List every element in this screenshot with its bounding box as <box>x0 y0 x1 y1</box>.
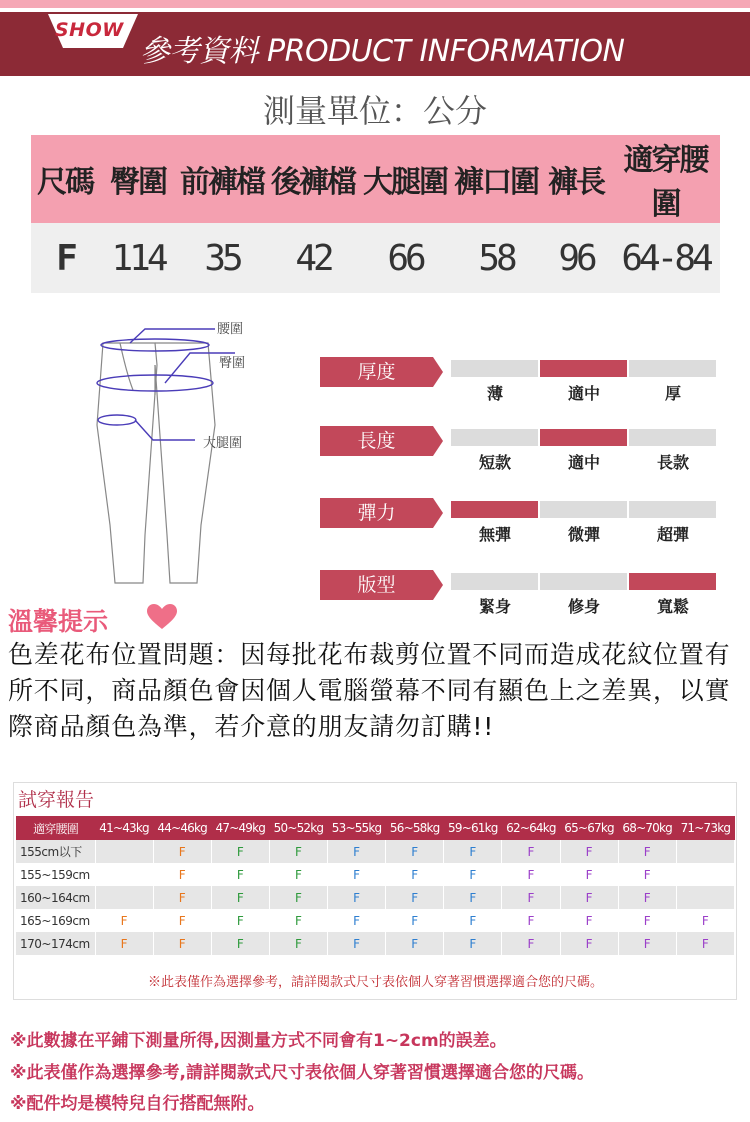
report-size-cell <box>95 886 153 909</box>
report-size-cell: F <box>95 932 153 955</box>
attribute-level-segment <box>451 573 538 590</box>
show-badge-text: SHOW <box>55 19 124 41</box>
top-accent-line <box>0 0 750 8</box>
report-row <box>16 840 735 863</box>
report-size-cell: F <box>386 840 444 863</box>
attribute-title: 彈力 <box>320 498 433 528</box>
report-size-cell: F <box>618 909 676 932</box>
report-size-cell: F <box>328 840 386 863</box>
report-table-header <box>16 816 735 840</box>
size-table <box>31 135 720 293</box>
attribute-option-label: 短款 <box>478 453 511 472</box>
attribute-option-label: 微彈 <box>567 525 600 544</box>
size-value-cell: F <box>31 223 99 293</box>
report-note: ※此表僅作為選擇參考，請詳閱款式尺寸表依個人穿著習慣選擇適合您的尺碼。 <box>147 975 603 990</box>
report-size-cell: F <box>444 863 502 886</box>
report-size-cell: F <box>444 886 502 909</box>
report-size-cell <box>95 840 153 863</box>
report-size-cell: F <box>211 863 269 886</box>
thigh-label: 大腿圍 <box>203 436 243 451</box>
size-header-cell: 後褲檔 <box>267 135 359 223</box>
report-weight-header: 56~58kg <box>386 816 444 840</box>
page-title: 參考資料 PRODUCT INFORMATION <box>140 34 625 69</box>
size-value-cell: 114 <box>99 223 177 293</box>
report-corner-header: 適穿腰圍 <box>16 816 95 840</box>
report-size-cell: F <box>502 886 560 909</box>
attribute-option-label: 薄 <box>486 384 503 403</box>
report-weight-header: 50~52kg <box>269 816 327 840</box>
size-value-cell: 64-84 <box>611 223 720 293</box>
attribute-level-segment <box>540 429 627 446</box>
attribute-level-segment <box>540 360 627 377</box>
attribute-level-segment <box>540 573 627 590</box>
attribute-arrow-icon <box>433 426 443 456</box>
size-value-cell: 96 <box>541 223 611 293</box>
report-size-cell: F <box>153 863 211 886</box>
attribute-option-label: 厚 <box>664 384 681 403</box>
report-size-cell: F <box>560 932 618 955</box>
report-size-cell: F <box>211 840 269 863</box>
report-size-cell: F <box>269 863 327 886</box>
report-weight-header: 44~46kg <box>153 816 211 840</box>
size-value-cell: 66 <box>359 223 451 293</box>
report-size-cell: F <box>153 932 211 955</box>
attribute-option-label: 寬鬆 <box>656 597 689 616</box>
report-size-cell <box>676 886 734 909</box>
attribute-option-label: 長款 <box>656 453 689 472</box>
report-size-cell: F <box>386 909 444 932</box>
size-header-cell: 褲長 <box>541 135 611 223</box>
report-height-label: 160~164cm <box>16 886 95 909</box>
attribute-option-label: 無彈 <box>478 525 511 544</box>
report-size-cell: F <box>618 840 676 863</box>
size-header-cell: 前褲檔 <box>177 135 267 223</box>
report-size-cell: F <box>444 840 502 863</box>
report-row <box>16 886 735 909</box>
report-weight-header: 53~55kg <box>328 816 386 840</box>
report-size-cell <box>676 863 734 886</box>
report-size-cell <box>676 840 734 863</box>
report-size-cell: F <box>560 909 618 932</box>
report-size-cell: F <box>386 932 444 955</box>
report-weight-header: 62~64kg <box>502 816 560 840</box>
attribute-option-label: 適中 <box>567 384 600 403</box>
report-size-cell: F <box>328 909 386 932</box>
report-size-cell: F <box>618 932 676 955</box>
size-header-cell: 大腿圍 <box>359 135 451 223</box>
attribute-option-label: 適中 <box>567 453 600 472</box>
report-size-cell: F <box>269 886 327 909</box>
report-size-cell: F <box>153 886 211 909</box>
report-size-cell: F <box>211 909 269 932</box>
attribute-level-segment <box>540 501 627 518</box>
attribute-level-segment <box>451 360 538 377</box>
size-header-cell: 尺碼 <box>31 135 99 223</box>
report-size-cell: F <box>328 863 386 886</box>
size-value-cell: 35 <box>177 223 267 293</box>
waist-label: 腰圍 <box>217 322 244 337</box>
hip-label: 臀圍 <box>219 356 246 371</box>
report-size-cell: F <box>444 932 502 955</box>
report-size-cell: F <box>386 863 444 886</box>
measurement-unit: 測量單位：公分 <box>262 92 487 130</box>
attribute-option-label: 超彈 <box>656 525 689 544</box>
report-size-cell: F <box>560 840 618 863</box>
report-title: 試穿報告 <box>18 789 95 811</box>
footer-note-2: ※此表僅作為選擇參考,請詳閱款式尺寸表依個人穿著習慣選擇適合您的尺碼。 <box>10 1063 594 1083</box>
report-size-cell <box>95 863 153 886</box>
report-weight-header: 71~73kg <box>676 816 734 840</box>
report-size-cell: F <box>269 909 327 932</box>
report-size-cell: F <box>676 932 734 955</box>
size-table-header <box>31 135 720 223</box>
report-size-cell: F <box>211 886 269 909</box>
report-size-cell: F <box>676 909 734 932</box>
report-size-cell: F <box>560 863 618 886</box>
report-size-cell: F <box>153 909 211 932</box>
attribute-option-label: 修身 <box>567 597 600 616</box>
report-weight-header: 41~43kg <box>95 816 153 840</box>
attribute-arrow-icon <box>433 570 443 600</box>
report-size-cell: F <box>618 863 676 886</box>
attribute-level-segment <box>629 360 716 377</box>
footer-note-1: ※此數據在平鋪下測量所得,因測量方式不同會有1~2cm的誤差。 <box>10 1031 507 1051</box>
attribute-level-segment <box>629 429 716 446</box>
report-size-cell: F <box>502 909 560 932</box>
heart-icon <box>147 604 177 630</box>
size-table-row <box>31 223 720 293</box>
attribute-title: 厚度 <box>320 357 433 387</box>
report-row <box>16 909 735 932</box>
size-header-cell: 適穿腰圍 <box>611 135 720 223</box>
report-height-label: 170~174cm <box>16 932 95 955</box>
report-size-cell: F <box>444 909 502 932</box>
report-size-cell: F <box>211 932 269 955</box>
notice-title: 溫馨提示 <box>8 607 109 636</box>
report-size-cell: F <box>502 863 560 886</box>
report-size-cell: F <box>560 886 618 909</box>
attribute-title: 長度 <box>320 426 433 456</box>
report-size-cell: F <box>618 886 676 909</box>
report-size-cell: F <box>502 932 560 955</box>
report-height-label: 155~159cm <box>16 863 95 886</box>
report-size-cell: F <box>269 932 327 955</box>
report-weight-header: 65~67kg <box>560 816 618 840</box>
report-weight-header: 59~61kg <box>444 816 502 840</box>
attribute-arrow-icon <box>433 498 443 528</box>
size-header-cell: 褲口圍 <box>451 135 541 223</box>
size-value-cell: 58 <box>451 223 541 293</box>
report-size-cell: F <box>502 840 560 863</box>
attribute-level-segment <box>629 501 716 518</box>
report-size-cell: F <box>328 932 386 955</box>
report-row <box>16 932 735 955</box>
report-size-cell: F <box>95 909 153 932</box>
footer-note-3: ※配件均是模特兒自行搭配無附。 <box>10 1094 265 1114</box>
report-size-cell: F <box>386 886 444 909</box>
notice-body: 色差花布位置問題：因每批花布裁剪位置不同而造成花紋位置有所不同，商品顏色會因個人電腦螢幕不同有顯色上之差異，以實際商品顏色為準，若介意的朋友請勿訂購!! <box>8 640 731 741</box>
report-size-cell: F <box>328 886 386 909</box>
attribute-level-segment <box>451 501 538 518</box>
attribute-arrow-icon <box>433 357 443 387</box>
report-height-label: 165~169cm <box>16 909 95 932</box>
report-table <box>16 816 735 955</box>
attribute-title: 版型 <box>320 570 433 600</box>
attribute-option-label: 緊身 <box>478 597 511 616</box>
report-row <box>16 863 735 886</box>
report-height-label: 155cm以下 <box>16 840 95 863</box>
report-weight-header: 68~70kg <box>618 816 676 840</box>
report-size-cell: F <box>269 840 327 863</box>
attribute-level-segment <box>629 573 716 590</box>
size-value-cell: 42 <box>267 223 359 293</box>
report-size-cell: F <box>153 840 211 863</box>
attribute-level-segment <box>451 429 538 446</box>
size-header-cell: 臀圍 <box>99 135 177 223</box>
report-weight-header: 47~49kg <box>211 816 269 840</box>
